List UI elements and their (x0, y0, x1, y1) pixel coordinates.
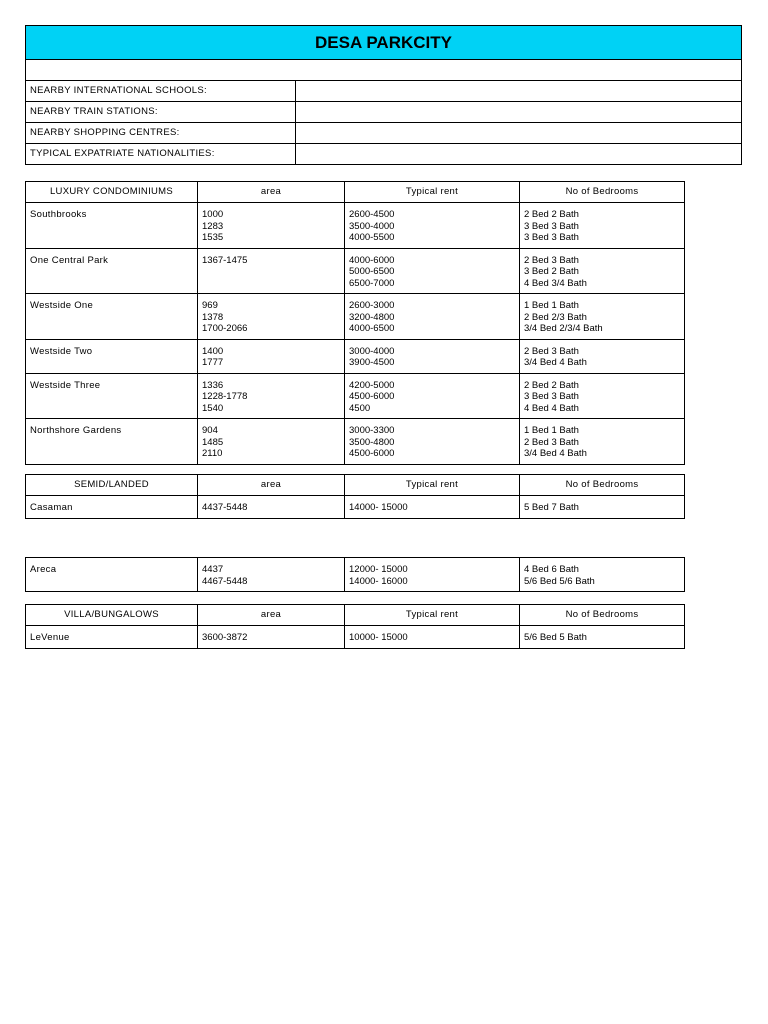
page-title: DESA PARKCITY (26, 26, 742, 60)
bedrooms-value: 5/6 Bed 5/6 Bath (524, 575, 595, 587)
rent-value: 3900-4500 (349, 357, 395, 368)
rent-value: 2600-3000 (349, 300, 395, 311)
area-value: 1535 (202, 232, 224, 243)
rent-value: 4500-6000 (349, 448, 395, 459)
area-value: 1367-1475 (202, 254, 248, 266)
area-value: 904 (202, 425, 218, 436)
table-row (26, 294, 685, 340)
column-header: area (198, 475, 345, 496)
bedrooms-value: 2 Bed 2 Bath (524, 209, 579, 220)
area-value: 1283 (202, 220, 224, 232)
rent-value: 3500-4800 (349, 436, 395, 448)
villa-bungalows-table (25, 604, 685, 649)
info-label-schools: NEARBY INTERNATIONAL SCHOOLS: (26, 81, 296, 102)
property-name: Areca (26, 558, 198, 592)
property-rent (345, 248, 520, 294)
column-header: Typical rent (345, 605, 520, 626)
semid-landed-table (25, 474, 685, 519)
rent-value: 3000-3300 (349, 425, 395, 436)
column-header: LUXURY CONDOMINIUMS (26, 182, 198, 203)
info-value-schools (296, 81, 742, 102)
rent-value: 6500-7000 (349, 277, 395, 289)
property-name: Northshore Gardens (26, 419, 198, 465)
property-bedrooms (520, 373, 685, 419)
property-name: One Central Park (26, 248, 198, 294)
bedrooms-value: 5 Bed 7 Bath (524, 502, 579, 513)
bedrooms-value: 2 Bed 3 Bath (524, 345, 579, 357)
rent-value: 2600-4500 (349, 209, 395, 220)
areca-table (25, 557, 685, 592)
table-row (26, 558, 685, 592)
table-row (26, 339, 685, 373)
rent-value: 4500-6000 (349, 391, 395, 402)
column-header: area (198, 605, 345, 626)
table-row (26, 248, 685, 294)
column-header: area (198, 182, 345, 203)
rent-value: 4500 (349, 402, 371, 414)
property-name: Casaman (26, 496, 198, 519)
header-row (26, 182, 685, 203)
property-area (198, 339, 345, 373)
info-value-train (296, 102, 742, 123)
property-bedrooms (520, 294, 685, 340)
rent-value: 4000-5500 (349, 232, 395, 243)
property-rent (345, 626, 520, 649)
rent-value: 3000-4000 (349, 345, 395, 357)
bedrooms-value: 4 Bed 6 Bath (524, 564, 579, 575)
bedrooms-value: 2 Bed 2 Bath (524, 379, 579, 391)
column-header: Typical rent (345, 475, 520, 496)
bedrooms-value: 3 Bed 3 Bath (524, 220, 579, 232)
property-name: Westside Two (26, 339, 198, 373)
info-value-nationalities (296, 144, 742, 165)
property-area (198, 626, 345, 649)
bedrooms-value: 4 Bed 4 Bath (524, 402, 579, 414)
property-rent (345, 203, 520, 249)
area-value: 3600-3872 (202, 632, 248, 643)
rent-value: 14000- 15000 (349, 502, 408, 513)
property-rent (345, 496, 520, 519)
area-value: 4437-5448 (202, 502, 248, 513)
table-row (26, 496, 685, 519)
property-bedrooms (520, 419, 685, 465)
column-header: VILLA/BUNGALOWS (26, 605, 198, 626)
property-bedrooms (520, 248, 685, 294)
info-label-nationalities: TYPICAL EXPATRIATE NATIONALITIES: (26, 144, 296, 165)
info-label-shopping: NEARBY SHOPPING CENTRES: (26, 123, 296, 144)
bedrooms-value: 3 Bed 3 Bath (524, 391, 579, 402)
property-bedrooms (520, 626, 685, 649)
bedrooms-value: 2 Bed 3 Bath (524, 254, 579, 266)
property-name: Westside One (26, 294, 198, 340)
rent-value: 14000- 16000 (349, 575, 408, 587)
area-value: 1400 (202, 345, 224, 357)
property-bedrooms (520, 339, 685, 373)
rent-value: 4000-6500 (349, 323, 395, 334)
area-value: 1378 (202, 311, 224, 323)
rent-value: 3500-4000 (349, 220, 395, 232)
info-label-train: NEARBY TRAIN STATIONS: (26, 102, 296, 123)
bedrooms-value: 3/4 Bed 2/3/4 Bath (524, 323, 603, 334)
column-header: No of Bedrooms (520, 605, 685, 626)
bedrooms-value: 3/4 Bed 4 Bath (524, 357, 587, 368)
property-name: Westside Three (26, 373, 198, 419)
table-row (26, 203, 685, 249)
table-row (26, 419, 685, 465)
area-value: 1540 (202, 402, 224, 414)
property-area (198, 248, 345, 294)
bedrooms-value: 5/6 Bed 5 Bath (524, 632, 587, 643)
bedrooms-value: 1 Bed 1 Bath (524, 300, 579, 311)
property-area (198, 203, 345, 249)
area-value: 1777 (202, 357, 224, 368)
property-area (198, 373, 345, 419)
property-bedrooms (520, 203, 685, 249)
property-rent (345, 558, 520, 592)
bedrooms-value: 3 Bed 3 Bath (524, 232, 579, 243)
area-value: 2110 (202, 448, 223, 459)
column-header: SEMID/LANDED (26, 475, 198, 496)
area-value: 969 (202, 300, 218, 311)
area-value: 1700-2066 (202, 323, 248, 334)
property-rent (345, 419, 520, 465)
rent-value: 12000- 15000 (349, 564, 408, 575)
rent-value: 10000- 15000 (349, 632, 408, 643)
bedrooms-value: 1 Bed 1 Bath (524, 425, 579, 436)
bedrooms-value: 2 Bed 2/3 Bath (524, 311, 587, 323)
rent-value: 4000-6000 (349, 254, 395, 266)
column-header: No of Bedrooms (520, 182, 685, 203)
column-header: Typical rent (345, 182, 520, 203)
property-area (198, 496, 345, 519)
property-name: LeVenue (26, 626, 198, 649)
property-area (198, 294, 345, 340)
header-row (26, 475, 685, 496)
luxury-condominiums-table (25, 181, 685, 465)
header-row (26, 605, 685, 626)
table-row (26, 373, 685, 419)
rent-value: 5000-6500 (349, 266, 395, 277)
area-value: 4437 (202, 564, 224, 575)
column-header: No of Bedrooms (520, 475, 685, 496)
blank-row (26, 60, 742, 81)
area-value: 1228-1778 (202, 391, 248, 402)
location-info-table (25, 25, 742, 165)
rent-value: 3200-4800 (349, 311, 395, 323)
property-area (198, 419, 345, 465)
bedrooms-value: 4 Bed 3/4 Bath (524, 277, 587, 289)
property-rent (345, 294, 520, 340)
area-value: 1000 (202, 209, 224, 220)
property-area (198, 558, 345, 592)
property-bedrooms (520, 496, 685, 519)
bedrooms-value: 2 Bed 3 Bath (524, 436, 579, 448)
property-rent (345, 373, 520, 419)
property-bedrooms (520, 558, 685, 592)
property-name: Southbrooks (26, 203, 198, 249)
area-value: 1336 (202, 379, 224, 391)
bedrooms-value: 3/4 Bed 4 Bath (524, 448, 587, 459)
info-value-shopping (296, 123, 742, 144)
property-rent (345, 339, 520, 373)
rent-value: 4200-5000 (349, 379, 395, 391)
bedrooms-value: 3 Bed 2 Bath (524, 266, 579, 277)
table-row (26, 626, 685, 649)
area-value: 4467-5448 (202, 575, 248, 587)
area-value: 1485 (202, 436, 224, 448)
